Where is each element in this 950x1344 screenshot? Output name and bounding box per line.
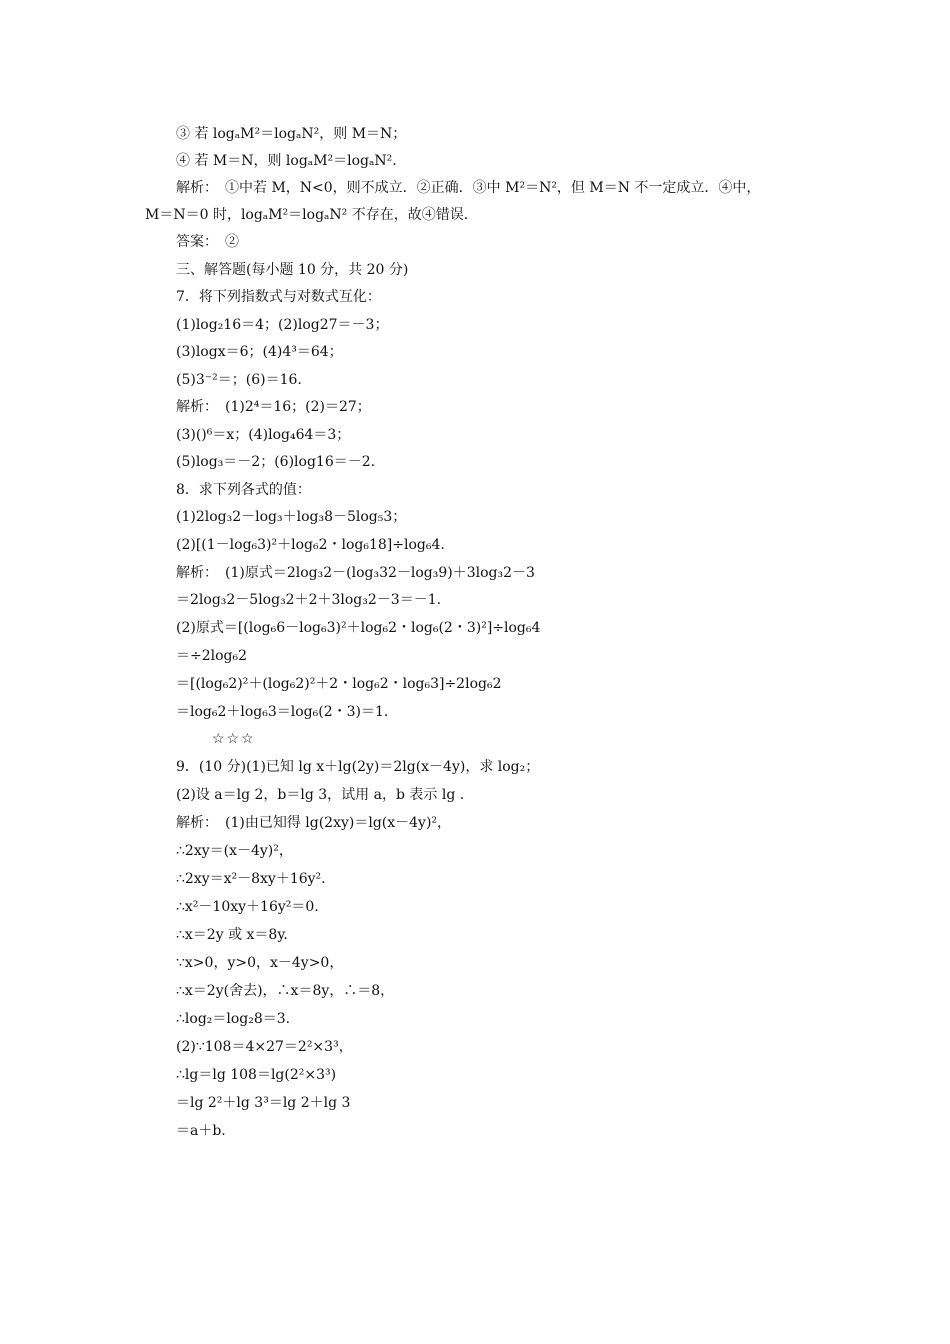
section-heading: 三、解答题(每小题 10 分，共 20 分) <box>176 262 409 278</box>
q8-analysis-4: ＝÷2log₆2 <box>176 648 248 664</box>
q7-analysis-3: (5)log₃＝－2；(6)log16＝－2. <box>176 454 376 470</box>
q9-analysis-5: ∴x＝2y 或 x＝8y. <box>176 927 288 943</box>
statement-4: ④ 若 M＝N，则 logₐM²＝logₐN². <box>176 153 397 169</box>
q9-analysis-7: ∴x＝2y(舍去)，∴x＝8y，∴＝8， <box>176 983 395 999</box>
q9-title-2: (2)设 a＝lg 2，b＝lg 3，试用 a，b 表示 lg . <box>176 787 465 803</box>
q7-title: 7．将下列指数式与对数式互化： <box>176 289 381 305</box>
q7-item-1-2: (1)log₂16＝4；(2)log27＝－3； <box>176 317 389 333</box>
q9-analysis-12: ＝a＋b. <box>176 1123 226 1139</box>
q8-item-2: (2)[(1－log₆3)²＋log₆2・log₆18]÷log₆4. <box>176 537 445 553</box>
q9-analysis-10: ∴lg＝lg 108＝lg(2²×3³) <box>176 1067 337 1083</box>
q8-title: 8．求下列各式的值： <box>176 482 311 498</box>
answer-line: 答案： ② <box>176 234 239 250</box>
q9-analysis-9: (2)∵108＝4×27＝2²×3³， <box>176 1039 353 1055</box>
analysis-line-2: M＝N＝0 时，logₐM²＝logₐN² 不存在，故④错误. <box>145 207 469 223</box>
q9-analysis-6: ∵x>0，y>0，x－4y>0， <box>176 955 344 971</box>
q9-analysis-8: ∴log₂＝log₂8＝3. <box>176 1011 291 1027</box>
q8-analysis-2: ＝2log₃2－5log₃2＋2＋3log₃2－3＝－1. <box>176 592 442 608</box>
q9-analysis-2: ∴2xy＝(x－4y)²， <box>176 843 293 859</box>
analysis-line-1: 解析： ①中若 M，N<0，则不成立．②正确．③中 M²＝N²，但 M＝N 不一定成立．④中， <box>176 180 761 196</box>
q7-analysis-2: (3)()⁶＝x；(4)log₄64＝3； <box>176 427 351 443</box>
q9-analysis-11: ＝lg 2²＋lg 3³＝lg 2＋lg 3 <box>176 1095 351 1111</box>
q8-analysis-1: 解析： (1)原式＝2log₃2－(log₃32－log₃9)＋3log₃2－3 <box>176 565 535 581</box>
q8-analysis-6: ＝log₆2＋log₆3＝log₆(2・3)＝1. <box>176 704 389 720</box>
q9-analysis-1: 解析： (1)由已知得 lg(2xy)＝lg(x－4y)²， <box>176 815 452 831</box>
q7-item-5-6: (5)3⁻²＝；(6)＝16. <box>176 372 302 388</box>
q9-analysis-4: ∴x²－10xy＋16y²＝0. <box>176 899 319 915</box>
stars-separator: ☆☆☆ <box>212 731 256 747</box>
q7-item-3-4: (3)logx＝6；(4)4³＝64； <box>176 344 343 360</box>
q8-analysis-3: (2)原式＝[(log₆6－log₆3)²＋log₆2・log₆(2・3)²]÷log₆4 <box>176 620 541 636</box>
q9-analysis-3: ∴2xy＝x²－8xy＋16y². <box>176 871 326 887</box>
q8-analysis-5: ＝[(log₆2)²＋(log₆2)²＋2・log₆2・log₆3]÷2log₆2 <box>176 676 502 692</box>
q9-title-1: 9．(10 分)(1)已知 lg x＋lg(2y)＝2lg(x－4y)，求 log₂； <box>176 759 540 775</box>
q7-analysis-1: 解析： (1)2⁴＝16；(2)＝27； <box>176 399 371 415</box>
q8-item-1: (1)2log₃2－log₃＋log₃8－5log₅3； <box>176 509 407 525</box>
statement-3: ③ 若 logₐM²＝logₐN²，则 M＝N； <box>176 126 407 142</box>
